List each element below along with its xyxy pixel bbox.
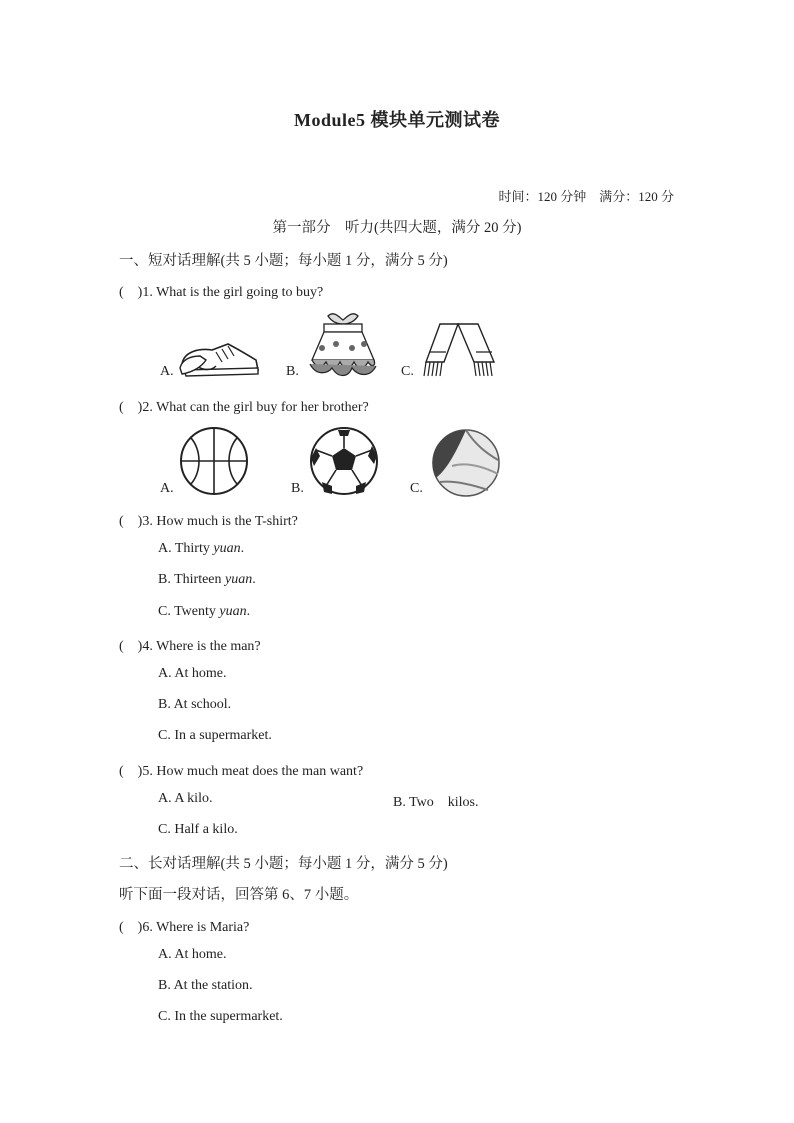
question-6 xyxy=(119,916,249,936)
page-title: Module5 模块单元测试卷 xyxy=(293,110,500,130)
option-label: B. xyxy=(291,481,304,496)
question-text: 2. What can the girl buy for her brother? xyxy=(142,400,369,415)
part-heading: 第一部分 听力(共四大题，满分 20 分) xyxy=(272,220,522,236)
football-icon xyxy=(308,426,380,496)
option-a[interactable]: A. Thirty yuan. xyxy=(158,541,245,556)
question-text: 1. What is the girl going to buy? xyxy=(142,285,324,300)
question-4 xyxy=(119,635,261,655)
scarf-icon xyxy=(418,322,500,380)
basketball-icon xyxy=(178,425,250,497)
option-c[interactable]: C. Twenty yuan. xyxy=(158,604,251,619)
option-label: B. xyxy=(286,364,299,379)
dialogue-instruction: 听下面一段对话，回答第 6、7 小题。 xyxy=(119,887,359,903)
answer-blank[interactable]: ( ) xyxy=(119,764,143,779)
option-c[interactable]: C. Half a kilo. xyxy=(158,822,238,837)
option-b[interactable]: B. Two kilos. xyxy=(393,795,479,810)
option-b[interactable]: B. At school. xyxy=(158,697,232,712)
section-heading-1: 一、短对话理解(共 5 小题；每小题 1 分，满分 5 分) xyxy=(119,253,448,269)
answer-blank[interactable]: ( ) xyxy=(119,285,143,300)
option-c[interactable]: C. In the supermarket. xyxy=(158,1009,283,1024)
answer-blank[interactable]: ( ) xyxy=(119,514,143,529)
exam-meta: 时间：120 分钟 满分：120 分 xyxy=(498,189,674,204)
answer-blank[interactable]: ( ) xyxy=(119,920,143,935)
question-text: 3. How much is the T-shirt? xyxy=(142,514,298,529)
sneakers-icon xyxy=(176,334,262,380)
option-b[interactable]: B. At the station. xyxy=(158,978,253,993)
question-text: 4. Where is the man? xyxy=(142,639,261,654)
option-c[interactable]: C. In a supermarket. xyxy=(158,728,272,743)
question-text: 5. How much meat does the man want? xyxy=(142,764,364,779)
option-a[interactable]: A. A kilo. xyxy=(158,791,213,806)
volleyball-icon xyxy=(430,428,502,498)
option-label: C. xyxy=(410,481,423,496)
answer-blank[interactable]: ( ) xyxy=(119,639,143,654)
option-b[interactable]: B. Thirteen yuan. xyxy=(158,572,256,587)
option-a[interactable]: A. At home. xyxy=(158,666,227,681)
question-1 xyxy=(119,281,323,301)
skirt-icon xyxy=(302,308,384,380)
answer-blank[interactable]: ( ) xyxy=(119,400,143,415)
section-heading-2: 二、长对话理解(共 5 小题；每小题 1 分，满分 5 分) xyxy=(119,856,448,872)
question-5 xyxy=(119,760,363,780)
question-2 xyxy=(119,396,369,416)
option-label: A. xyxy=(160,364,174,379)
option-label: C. xyxy=(401,364,414,379)
question-text: 6. Where is Maria? xyxy=(142,920,250,935)
option-label: A. xyxy=(160,481,174,496)
option-a[interactable]: A. At home. xyxy=(158,947,227,962)
question-3 xyxy=(119,510,298,530)
